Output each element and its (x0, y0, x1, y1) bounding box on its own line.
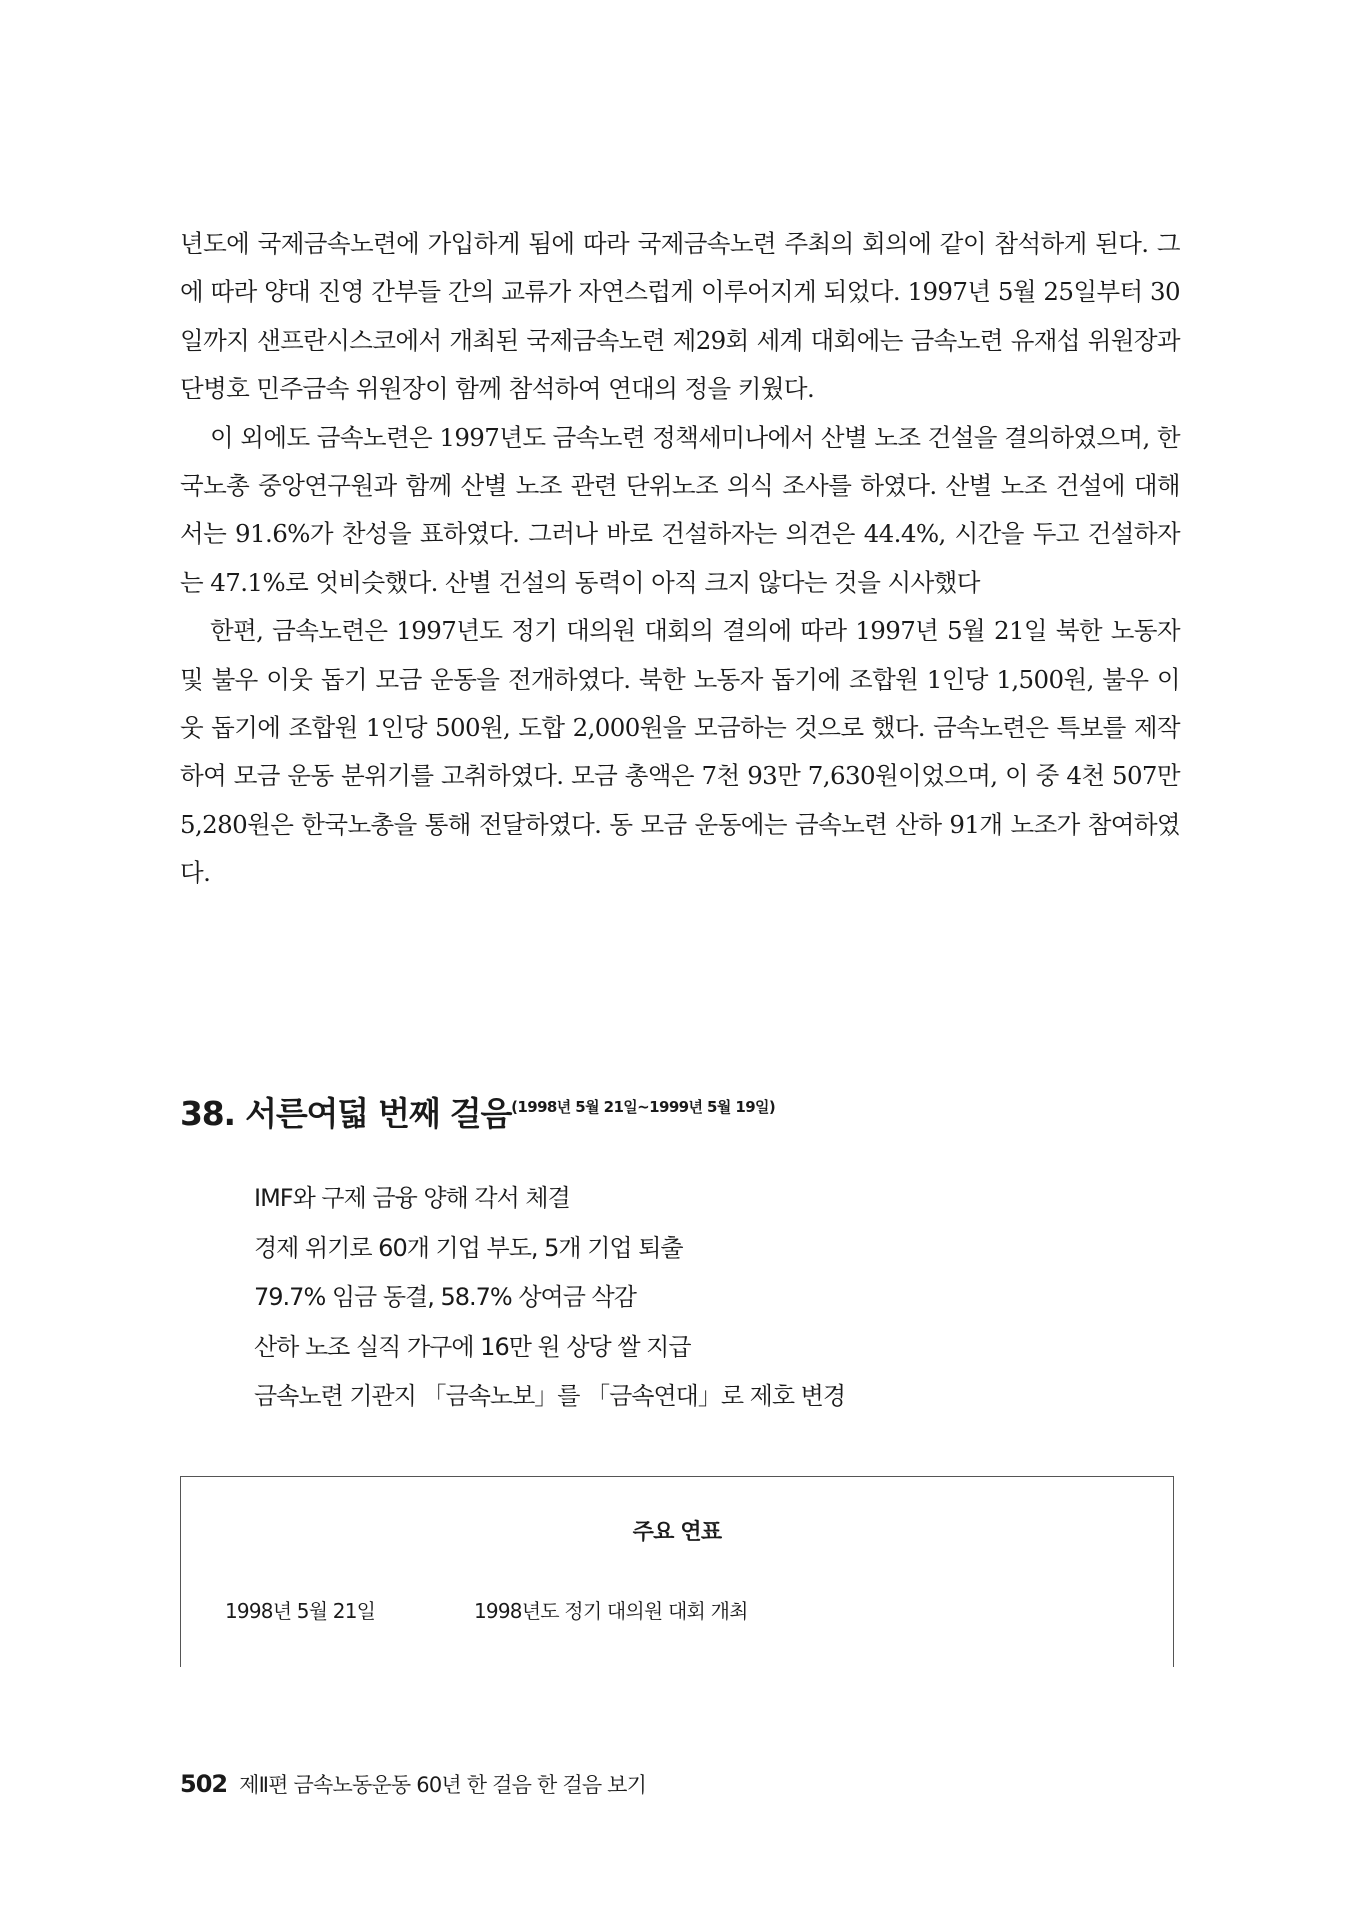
summary-item: 경제 위기로 60개 기업 부도, 5개 기업 퇴출 (254, 1233, 683, 1262)
page-footer (180, 1769, 646, 1799)
section-heading (180, 1088, 775, 1135)
running-title: 제Ⅱ편 금속노동운동 60년 한 걸음 한 걸음 보기 (239, 1773, 647, 1797)
summary-item: 금속노련 기관지 「금속노보」를 「금속연대」로 제호 변경 (254, 1382, 846, 1410)
summary-item: IMF와 구제 금융 양해 각서 체결 (254, 1184, 570, 1212)
chronology-event: 1998년도 정기 대의원 대회 개최 (474, 1599, 748, 1623)
chronology-date: 1998년 5월 21일 (225, 1599, 376, 1623)
page-number: 502 (180, 1770, 228, 1798)
summary-item: 79.7% 임금 동결, 58.7% 상여금 삭감 (254, 1283, 636, 1311)
summary-list (254, 1174, 845, 1422)
summary-item: 산하 노조 실직 가구에 16만 원 상당 쌀 지급 (254, 1332, 691, 1361)
section-title: 38. 서른여덟 번째 걸음 (180, 1094, 512, 1133)
chronology-box (180, 1476, 1174, 1667)
paragraph-2: 이 외에도 금속노련은 1997년도 금속노련 정책세미나에서 산별 노조 건설을 결의하였으며, 한국노총 중앙연구원과 함께 산별 노조 관련 단위노조 의식 조사를 하였다. 산별 노조 건설에 대해서는 91.6%가 찬성을 표하였다. 그러나 바로 건설하자는 의견은 44.4%, 시간을 두고 건설하자는 47.1%로 엇비슷했다. 산별 건설의 동력이 아직 크지 않다는 것을 시사했다 (180, 422, 1180, 597)
paragraph-1: 년도에 국제금속노련에 가입하게 됨에 따라 국제금속노련 주최의 회의에 같이 참석하게 된다. 그에 따라 양대 진영 간부들 간의 교류가 자연스럽게 이루어지게 되었다. 1997년 5월 25일부터 30일까지 샌프란시스코에서 개최된 국제금속노련 제29회 세계 대회에는 금속노련 유재섭 위원장과 단병호 민주금속 위원장이 함께 참석하여 연대의 정을 키웠다. (180, 229, 1180, 404)
chronology-title: 주요 연표 (632, 1520, 722, 1545)
section-period: (1998년 5월 21일~1999년 5월 19일) (511, 1098, 776, 1116)
paragraph-3: 한편, 금속노련은 1997년도 정기 대의원 대회의 결의에 따라 1997년 5월 21일 북한 노동자 및 불우 이웃 돕기 모금 운동을 전개하였다. 북한 노동자 돕기에 조합원 1인당 1,500원, 불우 이웃 돕기에 조합원 1인당 500원, 도합 2,000원을 모금하는 것으로 했다. 금속노련은 특보를 제작하여 모금 운동 분위기를 고취하였다. 모금 총액은 7천 93만 7,630원이었으며, 이 중 4천 507만 5,280원은 한국노총을 통해 전달하였다. 동 모금 운동에는 금속노련 산하 91개 노조가 참여하였다. (180, 616, 1180, 888)
body-text (180, 220, 1180, 898)
